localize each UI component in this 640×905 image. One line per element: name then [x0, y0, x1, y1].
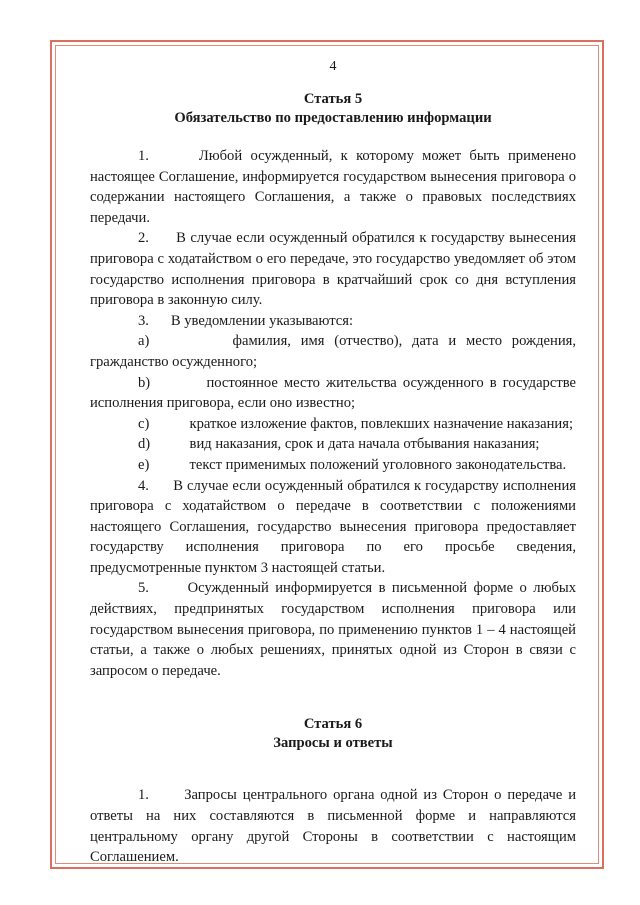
article-5-title: Обязательство по предоставлению информации	[174, 110, 492, 126]
list-item-label: b)	[138, 374, 151, 391]
article-5-paragraph-3	[90, 311, 576, 332]
paragraph-text: В случае если осужденный обратился к государству вынесения приговора с ходатайством о его передаче, это государство уведомляет об этом государство исполнения приговора в кратчайший срок со дня вступления приговора в законную силу.	[90, 230, 576, 309]
article-5-paragraph-5	[90, 578, 576, 681]
list-item-d	[90, 434, 576, 455]
article-5-paragraph-1	[90, 146, 576, 228]
paragraph-text: Осужденный информируется в письменной форме о любых действиях, предпринятых государством исполнения приговора или государством вынесения приговора, по применению пунктов 1 – 4 настоящей статьи, а также о любых решениях, принятых одной из Сторон в связи с запросом о передаче.	[90, 580, 576, 679]
paragraph-text: Запросы центрального органа одной из Сторон о передаче и ответы на них составляются в письменной форме и направляются центральному органу другой Стороны в соответствии с настоящим Соглашением.	[90, 787, 577, 866]
paragraph-number: 2.	[138, 230, 149, 247]
list-item-text: фамилия, имя (отчество), дата и место рождения, гражданство осужденного;	[90, 333, 576, 370]
section-spacer	[90, 771, 576, 785]
list-item-e	[90, 455, 576, 476]
article-5-heading: Статья 5	[303, 91, 363, 107]
list-item-text: постоянное место жительства осужденного в государстве исполнения приговора, если оно известно;	[90, 374, 576, 412]
article-6-heading: Статья 6	[303, 716, 363, 733]
section-spacer	[90, 681, 576, 715]
paragraph-number: 5.	[138, 580, 149, 597]
list-item-label: d)	[138, 436, 151, 453]
paragraph-text: В уведомлении указываются:	[170, 312, 354, 329]
article-6-paragraph-1	[90, 785, 576, 867]
list-item-c	[90, 414, 576, 435]
paragraph-number: 1.	[138, 787, 149, 804]
paragraph-number: 3.	[138, 312, 149, 329]
list-item-label: c)	[138, 415, 150, 432]
list-item-label: a)	[138, 333, 150, 350]
list-item-text: вид наказания, срок и дата начала отбывания наказания;	[189, 436, 540, 453]
list-item-label: e)	[138, 456, 150, 473]
paragraph-number: 4.	[138, 477, 149, 494]
list-item-text: текст применимых положений уголовного законодательства.	[189, 456, 567, 473]
page-number: 4	[329, 59, 337, 74]
list-item-b	[90, 373, 576, 414]
list-item-text: краткое изложение фактов, повлекших назначение наказания;	[189, 415, 573, 432]
paragraph-text: В случае если осужденный обратился к государству исполнения приговора с ходатайством о передаче в соответствии с положениями настоящего Соглашения, государство вынесения приговора предоставляет государству исполнения приговора по его просьбе сведения, предусмотренные пунктом 3 настоящей статьи.	[90, 477, 577, 576]
paragraph-text: Любой осужденный, к которому может быть применено настоящее Соглашение, информируется государством вынесения приговора о содержании настоящего Соглашения, а также о правовых последствиях передачи.	[90, 148, 576, 226]
document-page	[90, 58, 576, 868]
paragraph-number: 1.	[138, 148, 149, 164]
list-item-a	[90, 331, 576, 372]
article-5-paragraph-4	[90, 476, 576, 579]
article-6-title: Запросы и ответы	[273, 735, 393, 752]
article-5-paragraph-2	[90, 228, 576, 310]
